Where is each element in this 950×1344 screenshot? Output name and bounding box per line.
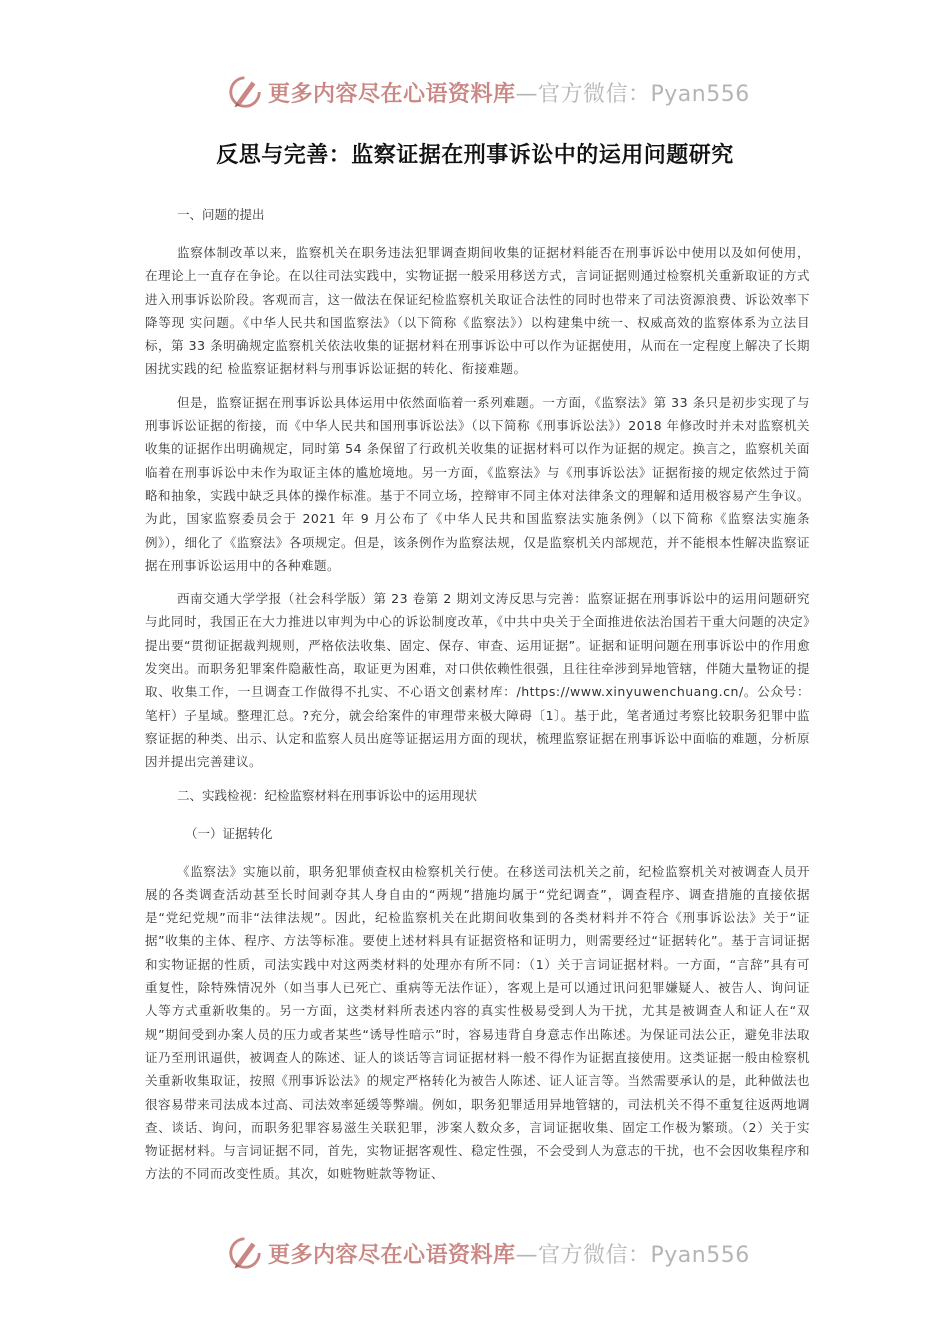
watermark-wechat-text: 官方微信：Pyan556 (538, 1242, 750, 1268)
watermark-banner-top (0, 72, 950, 112)
watermark-site-text: 更多内容尽在心语资料库 (268, 80, 516, 107)
paragraph-1: 监察体制改革以来，监察机关在职务违法犯罪调查期间收集的证据材料能否在刑事诉讼中使用以及如何使用，在理论上一直存在争论。在以往司法实践中，实物证据一般采用移送方式，言词证据则通过检察机关重新取证的方式进入刑事诉讼阶段。客观而言，这一做法在保证纪检监察机关取证合法性的同时也带来了司法资源浪费、诉讼效率下降等现 实问题。《中华人民共和国监察法》（以下简称《监察法》）以构建集中统一、权威高效的监察体系为立法目标，第 33 条明确规定监察机关依法收集的证据材料在刑事诉讼中可以作为证据使用，从而在一定程度上解决了长期困扰实践的纪 检监察证据材料与刑事诉讼证据的转化、衔接难题。 (145, 245, 810, 377)
watermark-dash: — (515, 1242, 539, 1268)
document-body (145, 203, 810, 1196)
watermark-text (268, 77, 750, 108)
pen-logo-icon (226, 1234, 264, 1272)
section-heading-1: 一、问题的提出 (177, 207, 265, 222)
section-heading-2: 二、实践检视：纪检监察材料在刑事诉讼中的运用现状 (177, 787, 478, 803)
watermark-dash: — (515, 81, 539, 107)
watermark-site-text: 更多内容尽在心语资料库 (268, 1241, 516, 1268)
paragraph-3: 西南交通大学学报（社会科学版）第 23 卷第 2 期刘文涛反思与完善：监察证据在刑事诉讼中的运用问题研究与此同时，我国正在大力推进以审判为中心的诉讼制度改革，《中共中央关于全面推进依法治国若干重大问题的决定》提出要“贯彻证据裁判规则，严格依法收集、固定、保存、审查、运用证据”。证据和证明问题在刑事诉讼中的作用愈发突出。而职务犯罪案件隐蔽性高，取证更为困难，对口供依赖性很强，且往往牵涉到异地管辖，伴随大量物证的提取、收集工作，一旦调查工作做得不扎实、不心语文创素材库：/https://www.xinyuwenchuang.cn/。公众号：笔杆）子星域。整理汇总。?充分，就会给案件的审理带来极大障碍〔1〕。基于此，笔者通过考察比较职务犯罪中监察证据的种类、出示、认定和监察人员出庭等证据运用方面的现状，梳理监察证据在刑事诉讼中面临的难题，分析原因并提出完善建议。 (145, 591, 810, 770)
paragraph-4: 《监察法》实施以前，职务犯罪侦查权由检察机关行使。在移送司法机关之前，纪检监察机关对被调查人员开展的各类调查活动甚至长时间剥夺其人身自由的“两规”措施均属于“党纪调查”，调查程序、调查措施的直接依据是“党纪党规”而非“法律法规”。因此，纪检监察机关在此期间收集到的各类材料并不符合《刑事诉讼法》关于“证据”收集的主体、程序、方法等标准。要使上述材料具有证据资格和证明力，则需要经过“证据转化”。基于言词证据和实物证据的性质，司法实践中对这两类材料的处理亦有所不同：（1）关于言词证据材料。一方面，“言辞”具有可重复性，除特殊情况外（如当事人已死亡、重病等无法作证），客观上是可以通过讯问犯罪嫌疑人、被告人、询问证人等方式重新收集的。另一方面，这类材料所表述内容的真实性极易受到人为干扰，尤其是被调查人和证人在“双规”期间受到办案人员的压力或者某些“诱导性暗示”时，容易违背自身意志作出陈述。为保证司法公正，避免非法取证乃至刑讯逼供，被调查人的陈述、证人的谈话等言词证据材料一般不得作为证据直接使用。这类证据一般由检察机关重新收集取证，按照《刑事诉讼法》的规定严格转化为被告人陈述、证人证言等。当然需要承认的是，此种做法也很容易带来司法成本过高、司法效率延缓等弊端。例如，职务犯罪适用异地管辖的，司法机关不得不重复往返两地调查、谈话、询问，而职务犯罪容易滋生关联犯罪，涉案人数众多，言词证据收集、固定工作极为繁琐。（2）关于实物证据材料。与言词证据不同，首先，实物证据客观性、稳定性强，不会受到人为意志的干扰，也不会因收集程序和方法的不同而改变性质。其次，如赃物赃款等物证、 (145, 863, 810, 1182)
watermark-text (268, 1238, 750, 1269)
watermark-banner-bottom (0, 1233, 950, 1273)
pen-logo-icon (226, 73, 264, 111)
watermark-wechat-text: 官方微信：Pyan556 (538, 81, 750, 107)
subsection-heading-2-1: （一）证据转化 (185, 825, 273, 841)
paragraph-2: 但是，监察证据在刑事诉讼具体运用中依然面临着一系列难题。一方面，《监察法》第 33 条只是初步实现了与刑事诉讼证据的衔接，而《中华人民共和国刑事诉讼法》（以下简称《刑事诉讼法》）2018 年修改时并未对监察机关收集的证据作出明确规定，同时第 54 条保留了行政机关收集的证据材料可以作为证据的规定。换言之，监察机关面临着在刑事诉讼中未作为取证主体的尴尬境地。另一方面，《监察法》与《刑事诉讼法》证据衔接的规定依然过于简略和抽象，实践中缺乏具体的操作标准。基于不同立场，控辩审不同主体对法律条文的理解和适用极容易产生争议。为此，国家监察委员会于 2021 年 9 月公布了《中华人民共和国监察法实施条例》（以下简称《监察法实施条例》），细化了《监察法》各项规定。但是，该条例作为监察法规，仅是监察机关内部规范，并不能根本性解决监察证据在刑事诉讼运用中的各种难题。 (145, 394, 810, 573)
document-title: 反思与完善：监察证据在刑事诉讼中的运用问题研究 (216, 143, 734, 168)
